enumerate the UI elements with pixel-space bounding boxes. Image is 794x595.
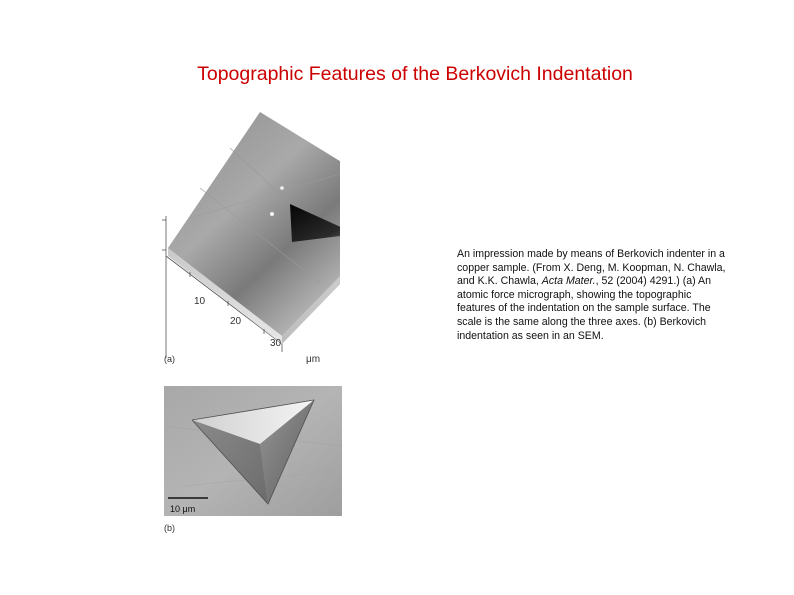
afm-panel-label: (a)	[164, 354, 175, 364]
afm-unit: μm	[306, 354, 321, 365]
caption-part-2: , 52 (2004) 4291.) (a) An atomic force micrograph, showing the topographic features of the indentation on the sample surface. The scale is the same along the three axes. (b) Berkovich indentation as seen in an SEM.	[457, 275, 712, 342]
afm-tick-10: 10	[194, 296, 206, 307]
sem-micrograph	[164, 386, 342, 536]
figure-caption	[457, 248, 727, 343]
slide-title: Topographic Features of the Berkovich Indentation	[197, 63, 633, 85]
sem-scale-bar-label: 10 μm	[170, 504, 196, 514]
afm-tick-30: 30	[270, 338, 282, 349]
sem-panel-label: (b)	[164, 523, 175, 533]
afm-tick-20: 20	[230, 316, 242, 327]
afm-micrograph	[160, 108, 340, 368]
caption-journal: Acta Mater.	[541, 275, 596, 288]
caption-part-1: An impression made by means of Berkovich indenter in a copper sample. (From X. Deng, M. Koopman, N. Chawla, and K.K. Chawla,	[457, 248, 726, 288]
